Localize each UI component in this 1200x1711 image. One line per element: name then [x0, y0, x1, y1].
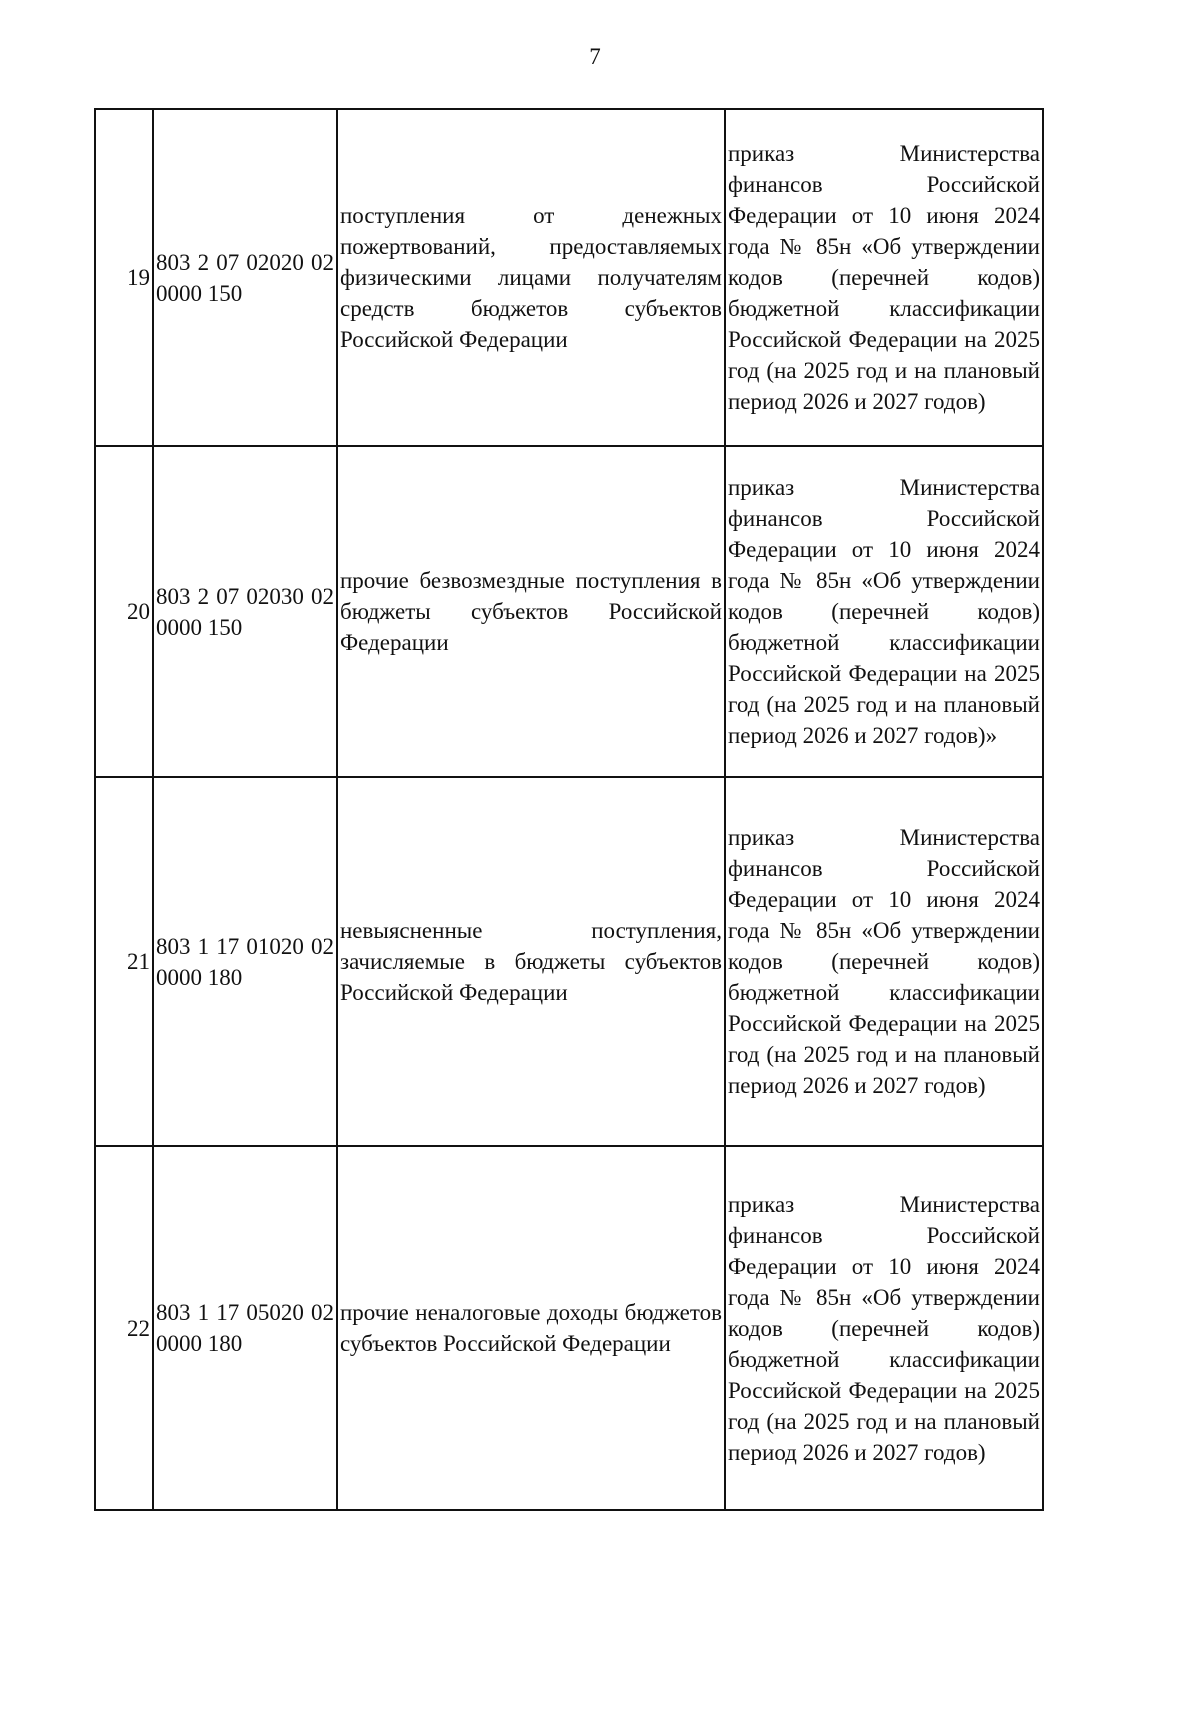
- page-number: 7: [589, 44, 601, 69]
- legal-basis: приказ Министерства финансов Российской Федерации от 10 июня 2024 года № 85н «Об утверждении кодов (перечней кодов) бюджетной классификации Российской Федерации на 2025 год (на 2025 год и на плановый период 2026 и 2027 годов): [725, 109, 1043, 446]
- row-number: 21: [95, 777, 153, 1146]
- legal-basis: приказ Министерства финансов Российской Федерации от 10 июня 2024 года № 85н «Об утверждении кодов (перечней кодов) бюджетной классификации Российской Федерации на 2025 год (на 2025 год и на плановый период 2026 и 2027 годов)»: [725, 446, 1043, 777]
- table-row: [95, 109, 1043, 446]
- budget-code: 803 1 17 01020 02 0000 180: [153, 777, 337, 1146]
- budget-code: 803 2 07 02030 02 0000 150: [153, 446, 337, 777]
- revenue-name: поступления от денежных пожертвований, предоставляемых физическими лицами получателям средств бюджетов субъектов Российской Федерации: [337, 109, 725, 446]
- revenue-name: прочие неналоговые доходы бюджетов субъектов Российской Федерации: [337, 1146, 725, 1510]
- legal-basis: приказ Министерства финансов Российской Федерации от 10 июня 2024 года № 85н «Об утверждении кодов (перечней кодов) бюджетной классификации Российской Федерации на 2025 год (на 2025 год и на плановый период 2026 и 2027 годов): [725, 777, 1043, 1146]
- table-row: [95, 446, 1043, 777]
- table-row: [95, 777, 1043, 1146]
- row-number: 22: [95, 1146, 153, 1510]
- table-row: [95, 1146, 1043, 1510]
- revenue-name: невыясненные поступления, зачисляемые в бюджеты субъектов Российской Федерации: [337, 777, 725, 1146]
- budget-code: 803 2 07 02020 02 0000 150: [153, 109, 337, 446]
- budget-code-table: [94, 108, 1044, 1511]
- legal-basis: приказ Министерства финансов Российской Федерации от 10 июня 2024 года № 85н «Об утверждении кодов (перечней кодов) бюджетной классификации Российской Федерации на 2025 год (на 2025 год и на плановый период 2026 и 2027 годов): [725, 1146, 1043, 1510]
- row-number: 19: [95, 109, 153, 446]
- budget-code: 803 1 17 05020 02 0000 180: [153, 1146, 337, 1510]
- row-number: 20: [95, 446, 153, 777]
- revenue-name: прочие безвозмездные поступления в бюджеты субъектов Российской Федерации: [337, 446, 725, 777]
